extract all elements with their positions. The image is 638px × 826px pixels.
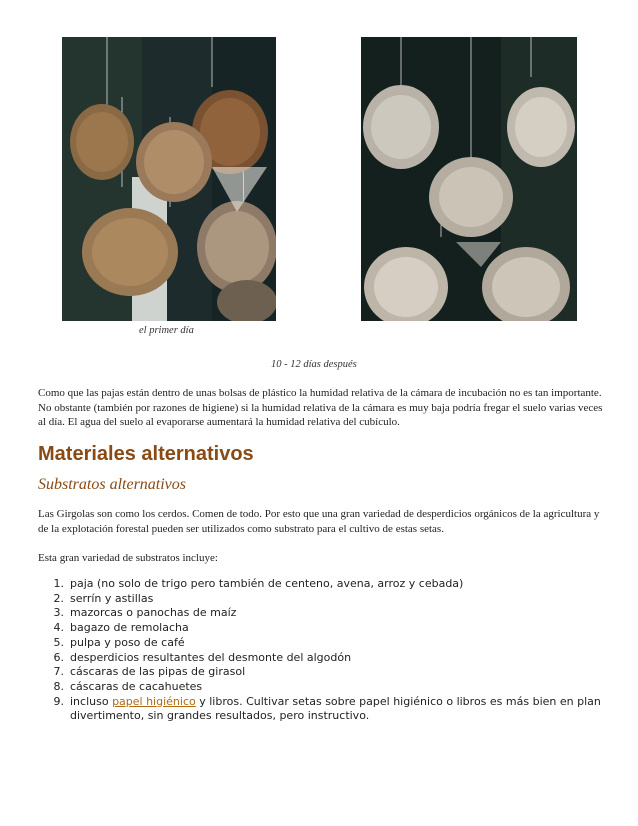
list-item: 1. paja (no solo de trigo pero también de centeno, avena, arroz y cebada) bbox=[53, 577, 464, 590]
hanging-mushroom-bags-photo bbox=[62, 37, 276, 321]
list-item: 8. cáscaras de cacahuetes bbox=[53, 679, 203, 693]
mushroom-bags-incubation-photo bbox=[361, 37, 577, 321]
toilet-paper-link[interactable]: papel higiénico bbox=[112, 694, 196, 708]
figure-caption-first-day: el primer día bbox=[139, 325, 194, 336]
list-item: 7. cáscaras de las pipas de girasol bbox=[53, 665, 246, 679]
list-item: 5. pulpa y poso de café bbox=[53, 635, 185, 649]
list-item: 4. bagazo de remolacha bbox=[53, 621, 189, 635]
list-item: 3. mazorcas o panochas de maíz bbox=[53, 606, 237, 620]
substrates-list bbox=[38, 577, 603, 724]
humidity-paragraph: Como que las pajas están dentro de unas bolsas de plástico la humidad relativa de la cámara de incubación no es tan importante. No obstante (también por razones de higiene) si la humidad relativa de la cámara es muy baja podría fregar el suelo varias veces al día. El agua del suelo al evaporarse aumentará la humidad relativa del cubículo. bbox=[38, 387, 603, 428]
list-item: 9. incluso papel higiénico y libros. Cultivar setas sobre papel higiénico o libros es más bien en plan divertimento, sin grandes resultados, pero instructivo. bbox=[53, 694, 601, 723]
list-item: 2. serrín y astillas bbox=[53, 591, 154, 605]
substrates-list-intro: Esta gran variedad de substratos incluye: bbox=[38, 552, 218, 564]
section-heading: Materiales alternativos bbox=[38, 443, 254, 465]
figure-caption-after-days: 10 - 12 días después bbox=[271, 359, 357, 370]
substrates-intro-paragraph: Las Girgolas son como los cerdos. Comen de todo. Por esto que una gran variedad de desperdicios orgánicos de la agricultura y de la explotación forestal pueden ser utilizados como substrato para el cultivo de estas setas. bbox=[38, 508, 600, 535]
list-item: 6. desperdicios resultantes del desmonte del algodón bbox=[53, 650, 352, 664]
subsection-heading: Substratos alternativos bbox=[38, 476, 187, 493]
